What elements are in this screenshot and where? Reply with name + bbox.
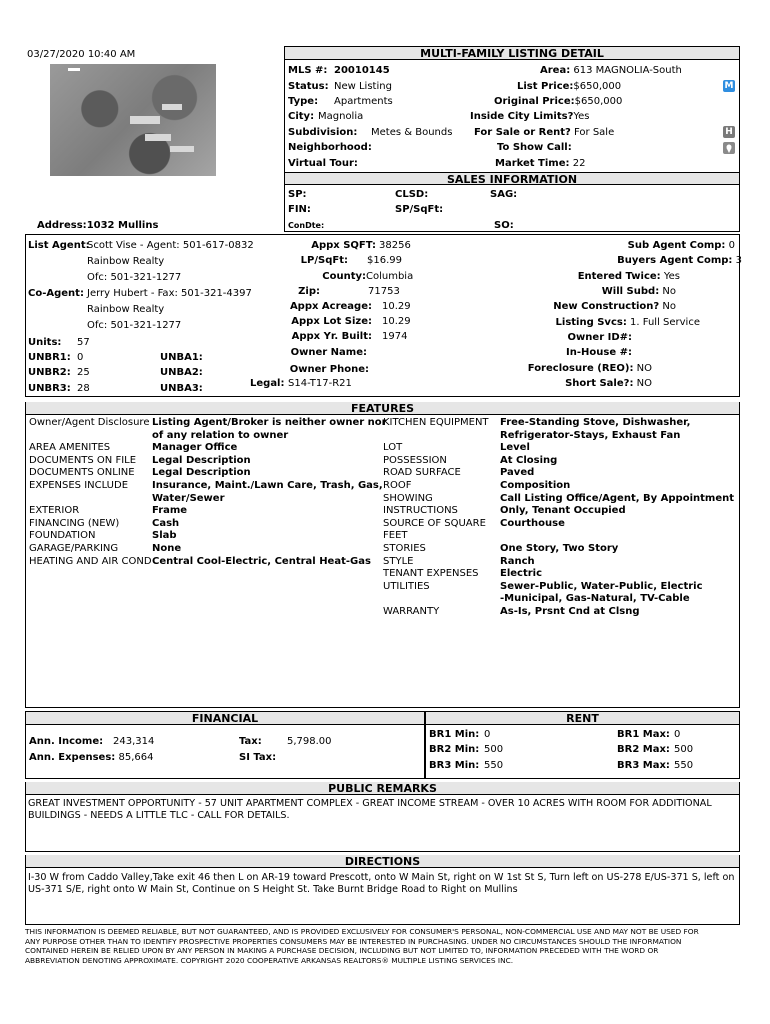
unba3-label: UNBA3: <box>160 383 203 394</box>
list-price-field: List Price:$650,000 <box>517 81 622 92</box>
tax-label: Tax: <box>239 736 262 747</box>
legal-label: Legal: <box>250 378 285 389</box>
feature-right-value-3: At Closing <box>500 454 558 466</box>
feature-right-value-14: -Municipal, Gas-Natural, TV-Cable <box>500 593 690 605</box>
br2-min-value: 500 <box>484 744 504 755</box>
income-value: 243,314 <box>113 736 155 747</box>
acreage-label: Appx Acreage: <box>289 301 372 312</box>
features-right-labels <box>383 417 489 619</box>
to-show-label: To Show Call: <box>497 142 572 153</box>
br3-max-value: 550 <box>674 760 694 771</box>
co-agent-value: Jerry Hubert - Fax: 501-321-4397 <box>87 288 252 299</box>
feature-left-value-2: Manager Office <box>152 442 238 454</box>
sp-label: SP: <box>288 189 307 200</box>
status-label: Status: <box>288 81 329 92</box>
feature-left-value-9: Slab <box>152 530 177 542</box>
feature-left-label-11: HEATING AND AIR COND <box>29 555 152 567</box>
feature-right-value-15: As-Is, Prsnt Cnd at Clsng <box>500 605 640 617</box>
br1-max-label: BR1 Max: <box>617 729 670 740</box>
directions-line-1: I-30 W from Caddo Valley,Take exit 46 then L on AR-19 toward Prescott, onto W Main St, right on W 1st St S, Turn left on US-278 E/US-371 S, left on <box>28 872 735 883</box>
legal-value: S14-T17-R21 <box>288 378 352 389</box>
feature-right-value-5: Composition <box>500 479 571 491</box>
disclaimer-line-1: ANY PURPOSE OTHER THAN TO IDENTIFY PROSPECTIVE PROPERTIES CONSUMERS MAY BE INTERESTED IN PURCHASING. UNDER NO CIRCUMSTANCES SHOULD THE INFORMATION <box>25 936 682 946</box>
feature-left-value-7: Frame <box>152 505 188 517</box>
features-left-values <box>152 417 387 568</box>
remarks-line-1: GREAT INVESTMENT OPPORTUNITY - 57 UNIT APARTMENT COMPLEX - GREAT INCOME STREAM - OVER 10 ACRES WITH ROOM FOR ADDITIONAL <box>28 798 712 809</box>
rent-title: RENT <box>426 712 739 725</box>
feature-left-value-8: Cash <box>152 517 180 529</box>
si-tax-label: SI Tax: <box>239 752 277 763</box>
feature-left-label-6 <box>29 493 152 506</box>
feature-right-label-0: KITCHEN EQUIPMENT <box>383 417 489 428</box>
feature-right-value-12: Electric <box>500 568 543 580</box>
feature-left-label-5: EXPENSES INCLUDE <box>29 479 129 491</box>
will-subd-field: Will Subd: No <box>601 286 676 297</box>
type-value: Apartments <box>334 96 393 107</box>
feature-right-label-3: POSSESSION <box>383 454 447 466</box>
fin-label: FIN: <box>288 204 311 215</box>
directions-title: DIRECTIONS <box>26 855 739 868</box>
new-construction-field: New Construction? No <box>553 301 676 312</box>
feature-left-label-4: DOCUMENTS ONLINE <box>29 467 135 479</box>
features-right-values <box>500 417 734 619</box>
unbr2-value: 25 <box>77 367 90 378</box>
br3-min-value: 550 <box>484 760 504 771</box>
sub-agent-field: Sub Agent Comp: 0 <box>627 240 735 251</box>
sale-rent-field: For Sale or Rent? For Sale <box>474 127 615 138</box>
lp-sqft-label: LP/SqFt: <box>300 255 348 266</box>
sag-label: SAG: <box>490 189 518 200</box>
mls-number: 20010145 <box>334 65 390 76</box>
features-left-labels <box>29 417 152 568</box>
buyers-agent-field: Buyers Agent Comp: 3 <box>617 255 742 266</box>
acreage-value: 10.29 <box>382 301 411 312</box>
unbr3-value: 28 <box>77 383 90 394</box>
co-agent-office: Rainbow Realty <box>87 304 165 315</box>
feature-left-value-1: of any relation to owner <box>152 429 289 441</box>
feature-left-value-6: Water/Sewer <box>152 492 225 504</box>
sqft-value: 38256 <box>379 240 411 251</box>
feature-left-label-9: FOUNDATION <box>29 530 96 542</box>
feature-left-label-8: FINANCING (NEW) <box>29 517 120 529</box>
inhouse-label: In-House #: <box>566 347 632 358</box>
sqft-label: Appx SQFT: <box>311 240 376 251</box>
condte-label: ConDte: <box>288 221 325 230</box>
h-badge-icon[interactable]: H <box>723 126 735 138</box>
units-label: Units: <box>28 337 62 348</box>
address-field: Address:1032 Mullins <box>37 220 159 231</box>
unbr3-label: UNBR3: <box>28 383 71 394</box>
year-built-value: 1974 <box>382 331 408 342</box>
br2-max-value: 500 <box>674 744 694 755</box>
expenses-field: Ann. Expenses: 85,664 <box>29 752 154 763</box>
feature-left-label-0: Owner/Agent Disclosure <box>29 417 150 428</box>
owner-phone-label: Owner Phone: <box>289 364 369 375</box>
market-time-field: Market Time: 22 <box>495 158 586 169</box>
feature-right-value-11: Ranch <box>500 555 535 567</box>
feature-right-value-1: Refrigerator-Stays, Exhaust Fan <box>500 429 681 441</box>
disclaimer-line-0: THIS INFORMATION IS DEEMED RELIABLE, BUT NOT GUARANTEED, AND IS PROVIDED EXCLUSIVELY FOR CONSUMER'S PERSONAL, NON-COMMERCIAL USE AND MAY NOT BE USED FOR <box>25 927 699 936</box>
feature-right-value-2: Level <box>500 442 530 454</box>
feature-right-value-6: Call Listing Office/Agent, By Appointment <box>500 492 734 504</box>
city-value: Magnolia <box>318 111 364 122</box>
disclaimer-line-2: CONTAINED HEREIN BE RELIED UPON BY ANY PERSON IN MAKING A PURCHASE DECISION, INCLUDING BUT NOT LIMITED TO, INFORMATION PRECEDED WITH THE WORD OR <box>25 946 659 955</box>
unba2-label: UNBA2: <box>160 367 203 378</box>
timestamp: 03/27/2020 10:40 AM <box>27 49 136 60</box>
so-label: SO: <box>494 220 514 231</box>
original-price-field: Original Price:$650,000 <box>494 96 623 107</box>
year-built-label: Appx Yr. Built: <box>291 331 372 342</box>
feature-left-value-3: Legal Description <box>152 454 251 466</box>
feature-right-label-14 <box>383 593 489 606</box>
page-title: MULTI-FAMILY LISTING DETAIL <box>285 47 739 60</box>
disclaimer <box>25 927 740 965</box>
map-pin-icon[interactable] <box>723 142 735 154</box>
feature-right-label-12: TENANT EXPENSES <box>383 568 479 580</box>
feature-right-value-0: Free-Standing Stove, Dishwasher, <box>500 417 691 428</box>
features-title: FEATURES <box>26 402 739 415</box>
feature-right-value-8: Courthouse <box>500 517 565 529</box>
list-agent-office: Rainbow Realty <box>87 256 165 267</box>
remarks-title: PUBLIC REMARKS <box>26 782 739 795</box>
m-badge-icon[interactable]: M <box>724 81 734 91</box>
zip-value: 71753 <box>368 286 400 297</box>
feature-right-label-11: STYLE <box>383 555 414 567</box>
property-photo <box>50 64 216 176</box>
feature-left-value-4: Legal Description <box>152 467 251 479</box>
br1-min-label: BR1 Min: <box>429 729 480 740</box>
units-value: 57 <box>77 337 90 348</box>
sales-info-title: SALES INFORMATION <box>285 172 739 185</box>
br3-min-label: BR3 Min: <box>429 760 480 771</box>
unbr1-label: UNBR1: <box>28 352 71 363</box>
list-agent-label: List Agent: <box>28 240 90 251</box>
feature-left-value-0: Listing Agent/Broker is neither owner nor <box>152 417 387 428</box>
owner-name-label: Owner Name: <box>290 347 367 358</box>
feature-right-label-7: INSTRUCTIONS <box>383 505 458 517</box>
br1-max-value: 0 <box>674 729 681 740</box>
feature-right-value-9 <box>500 530 734 543</box>
lot-size-value: 10.29 <box>382 316 411 327</box>
remarks-line-2: BUILDINGS - NEEDS A LITTLE TLC - CALL FOR DETAILS. <box>28 810 290 821</box>
feature-right-label-15: WARRANTY <box>383 605 440 617</box>
inside-city-field: Inside City Limits?Yes <box>470 111 590 122</box>
br1-min-value: 0 <box>484 729 491 740</box>
city-label: City: <box>288 111 315 122</box>
feature-left-label-10: GARAGE/PARKING <box>29 542 119 554</box>
feature-right-label-10: STORIES <box>383 542 426 554</box>
lp-sqft-value: $16.99 <box>367 255 402 266</box>
feature-right-label-6: SHOWING <box>383 492 433 504</box>
subdivision-label: Subdivision: <box>288 127 358 138</box>
county-value: Columbia <box>366 271 414 282</box>
disclaimer-line-3: ABBREVIATION DENOTING APPROXIMATE. COPYRIGHT 2020 COOPERATIVE ARKANSAS REALTORS® MULTIPLE LISTING SERVICES INC. <box>25 955 514 965</box>
feature-right-value-4: Paved <box>500 467 535 479</box>
neighborhood-label: Neighborhood: <box>288 142 372 153</box>
br2-min-label: BR2 Min: <box>429 744 480 755</box>
unba1-label: UNBA1: <box>160 352 203 363</box>
county-label: County: <box>322 271 366 282</box>
zip-label: Zip: <box>298 286 320 297</box>
income-label: Ann. Income: <box>29 736 104 747</box>
feature-left-value-5: Insurance, Maint./Lawn Care, Trash, Gas, <box>152 479 383 491</box>
mls-label: MLS #: <box>288 65 328 76</box>
feature-left-value-11: Central Cool-Electric, Central Heat-Gas <box>152 555 371 567</box>
feature-left-label-1 <box>29 430 152 443</box>
feature-left-label-2: AREA AMENITES <box>29 442 111 454</box>
sp-sqft-label: SP/SqFt: <box>395 204 444 215</box>
feature-right-label-1 <box>383 430 489 443</box>
short-sale-field: Short Sale?: NO <box>565 378 652 389</box>
virtual-tour-label: Virtual Tour: <box>288 158 358 169</box>
area-field: Area: 613 MAGNOLIA-South <box>540 65 682 76</box>
br2-max-label: BR2 Max: <box>617 744 670 755</box>
unbr1-value: 0 <box>77 352 84 363</box>
tax-value: 5,798.00 <box>287 736 332 747</box>
feature-right-label-13: UTILITIES <box>383 580 430 592</box>
status-value: New Listing <box>334 81 392 92</box>
entered-twice-field: Entered Twice: Yes <box>577 271 680 282</box>
subdivision-value: Metes & Bounds <box>371 127 453 138</box>
listing-svcs-field: Listing Svcs: 1. Full Service <box>555 317 700 328</box>
br3-max-label: BR3 Max: <box>617 760 670 771</box>
financial-title: FINANCIAL <box>26 712 424 725</box>
feature-right-label-5: ROOF <box>383 479 412 491</box>
type-label: Type: <box>288 96 319 107</box>
list-agent-value: Scott Vise - Agent: 501-617-0832 <box>87 240 254 251</box>
feature-right-value-7: Only, Tenant Occupied <box>500 505 626 517</box>
clsd-label: CLSD: <box>395 189 429 200</box>
feature-left-label-3: DOCUMENTS ON FILE <box>29 454 137 466</box>
feature-right-label-2: LOT <box>383 442 403 454</box>
feature-right-value-13: Sewer-Public, Water-Public, Electric <box>500 580 703 592</box>
owner-id-label: Owner ID#: <box>567 332 632 343</box>
feature-right-label-8: SOURCE OF SQUARE <box>383 517 486 529</box>
foreclosure-field: Foreclosure (REO): NO <box>527 363 652 374</box>
feature-right-label-9: FEET <box>383 530 408 542</box>
list-agent-phone: Ofc: 501-321-1277 <box>87 272 182 283</box>
directions-line-2: US-371 S/E, right onto W Main St, Continue on S Height St. Take Burnt Bridge Road to Right on Mullins <box>28 884 518 895</box>
feature-right-value-10: One Story, Two Story <box>500 542 619 554</box>
lot-size-label: Appx Lot Size: <box>291 316 372 327</box>
feature-right-label-4: ROAD SURFACE <box>383 467 461 479</box>
feature-left-value-10: None <box>152 542 182 554</box>
feature-left-label-7: EXTERIOR <box>29 505 80 517</box>
co-agent-label: Co-Agent: <box>28 288 84 299</box>
unbr2-label: UNBR2: <box>28 367 71 378</box>
co-agent-phone: Ofc: 501-321-1277 <box>87 320 182 331</box>
